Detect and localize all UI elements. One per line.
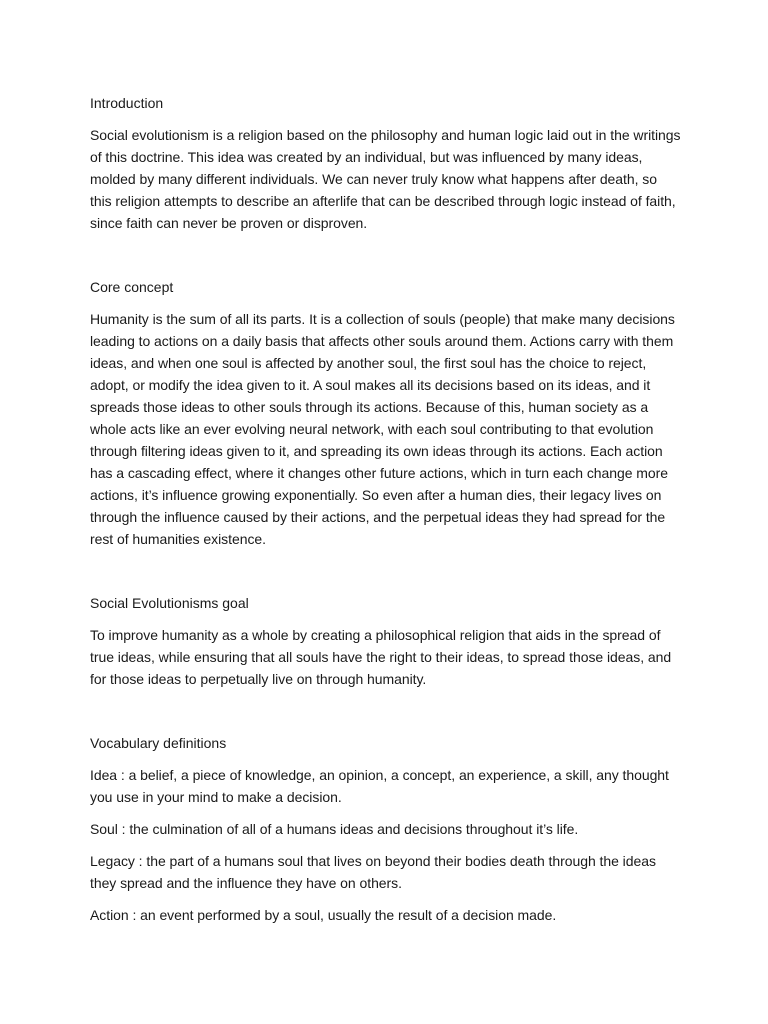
section-core-concept	[90, 276, 682, 550]
section-body: To improve humanity as a whole by creating a philosophical religion that aids in the spread of true ideas, while ensuring that all souls have the right to their ideas, to spread those ideas, and for those ideas to perpetually live on through humanity.	[90, 627, 672, 687]
definition-action: Action : an event performed by a soul, usually the result of a decision made.	[90, 907, 557, 923]
section-goal	[90, 592, 682, 690]
definition-idea: Idea : a belief, a piece of knowledge, an opinion, a concept, an experience, a skill, any thought you use in your mind to make a decision.	[90, 767, 669, 805]
definition-legacy: Legacy : the part of a humans soul that lives on beyond their bodies death through the ideas they spread and the influence they have on others.	[90, 853, 656, 891]
section-spacer	[90, 244, 682, 276]
section-vocabulary	[90, 732, 682, 926]
section-body: Social evolutionism is a religion based on the philosophy and human logic laid out in the writings of this doctrine. This idea was created by an individual, but was influenced by many ideas, molded by many different individuals. We can never truly know what happens after death, so this religion attempts to describe an afterlife that can be described through logic instead of faith, since faith can never be proven or disproven.	[90, 127, 681, 231]
section-heading: Introduction	[90, 95, 164, 111]
section-heading: Core concept	[90, 279, 174, 295]
definition-soul: Soul : the culmination of all of a humans ideas and decisions throughout it’s life.	[90, 821, 579, 837]
section-introduction	[90, 92, 682, 234]
section-spacer	[90, 560, 682, 592]
section-heading: Social Evolutionisms goal	[90, 595, 249, 611]
document-page	[90, 92, 682, 936]
section-body: Humanity is the sum of all its parts. It is a collection of souls (people) that make many decisions leading to actions on a daily basis that affects other souls around them. Actions carry with them ideas, and when one soul is affected by another soul, the first soul has the choice to reject, adopt, or modify the idea given to it. A soul makes all its decisions based on its ideas, and it spreads those ideas to other souls through its actions. Because of this, human society as a whole acts like an ever evolving neural network, with each soul contributing to that evolution through filtering ideas given to it, and spreading its own ideas through its actions. Each action has a cascading effect, where it changes other future actions, which in turn each change more actions, it’s influence growing exponentially. So even after a human dies, their legacy lives on through the influence caused by their actions, and the perpetual ideas they had spread for the rest of humanities existence.	[90, 311, 675, 547]
section-heading: Vocabulary definitions	[90, 735, 227, 751]
section-spacer	[90, 700, 682, 732]
